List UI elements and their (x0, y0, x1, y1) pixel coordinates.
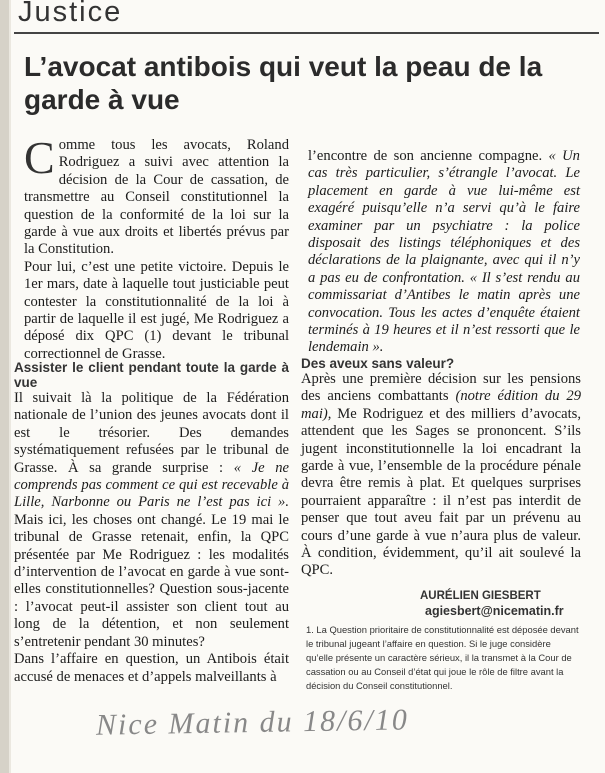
byline: AURÉLIEN GIESBERT (420, 590, 541, 602)
article-headline: L’avocat antibois qui veut la peau de la garde à vue (24, 51, 543, 115)
column-2-bottom (301, 356, 581, 580)
col2-quote: « Un cas très particulier, s’étrangle l’avocat. Le placement en garde à vue lui-même est exagéré puisqu’elle n’a servi qu’à le faire examiner par un psychiatre : la police disposait des listings téléphoniques et des déclarations de la plaignante, avec qui il n’y a pas eu de confrontation. « Il s’est rendu au commissariat d’Antibes le matin après une convocation. Tous les actes d’enquête étaient terminés à 19 heures et il n’est ressorti que le lendemain ». (308, 148, 580, 356)
col2-text: l’encontre de son ancienne compagne. (308, 148, 543, 164)
lead-text: omme tous les avocats, Roland Rodriguez a suivi avec attention la décision de la Cour de cassation, de transmettre au Conseil constitutionnel la question de la conformité de la loi sur la garde à vue aux droits et libertés prévus par la Constitution. (24, 137, 289, 258)
lead-paragraph (24, 132, 289, 259)
handwritten-note: Nice Matin du 18/6/10 (95, 703, 410, 742)
section-rubric: Justice (18, 0, 123, 28)
page-edge-shadow (9, 0, 11, 773)
col2-paragraph (308, 148, 580, 357)
p5-edition-note: (notre édition du 29 mai) (301, 388, 581, 422)
rubric-rule (14, 32, 599, 34)
drop-cap: C (24, 132, 55, 183)
p3-end: Mais ici, les choses ont changé. Le 19 mai le tribunal de Grasse retenait, enfin, la QPC présentée par Me Rodriguez : les modalités d’intervention de l’avocat en garde à vue sont-elles constitutionnelles? Question sous-jacente : l’avocat peut-il assister son client tout au long de la détention, et non seulement s’entretenir pendant 30 minutes? (14, 511, 289, 650)
paragraph-2: Pour lui, c’est une petite victoire. Depuis le 1er mars, date à laquelle tout justiciable peut contester la constitutionnalité de la loi à partir de laquelle il est jugé, Me Rodriguez a déposé dix QPC (1) devant le tribunal correctionnel de Grasse. (24, 258, 289, 362)
p3-quote: « Je ne comprends pas comment ce qui est recevable à Lille, Narbonne ou Paris ne l’est pas ici ». (14, 459, 289, 511)
subheading-1: Assister le client pendant toute la garde à vue (14, 360, 289, 390)
column-1-top (24, 132, 289, 363)
p5-text-b: , Me Rodriguez et des milliers d’avocats, attendent que les Sages se prononcent. S’ils jugent inconstitutionnelle la loi encadrant la garde à vue, l’ensemble de la procédure pénale devra être remis à plat. Et quelques surprises pourraient apparaître : il n’est pas interdit de penser que tout aveu fait par un prévenu au cours d’une garde à vue n’aura plus de valeur. À condition, évidemment, qu’il ait soulevé la QPC. (301, 405, 581, 579)
p5-text-a: Après une première décision sur les pensions des anciens combattants (301, 371, 581, 405)
p3-text: Il suivait là la politique de la Fédération nationale de l’union des jeunes avocats dont il est le trésorier. Des demandes systématiquement refusées par le tribunal de Grasse. À sa grande surprise : (14, 390, 289, 476)
paragraph-5 (301, 371, 581, 580)
column-2-top (308, 148, 580, 357)
paragraph-4: Dans l’affaire en question, un Antibois était accusé de menaces et d’appels malveillants à (14, 651, 289, 685)
page-edge (0, 0, 9, 773)
footnote: 1. La Question prioritaire de constitutionnalité est déposée devant le tribunal jugeant l’affaire en question. Si le juge considère qu’elle présente un caractère sérieux, il la transmet à la Cour de cassation ou au Conseil d’état qui joue le rôle de filtre avant la décision du Conseil constitutionnel. (306, 624, 579, 691)
author-email: agiesbert@nicematin.fr (425, 604, 564, 618)
paragraph-3 (14, 390, 289, 651)
column-1-bottom (14, 360, 289, 686)
subheading-2: Des aveux sans valeur? (301, 356, 455, 371)
